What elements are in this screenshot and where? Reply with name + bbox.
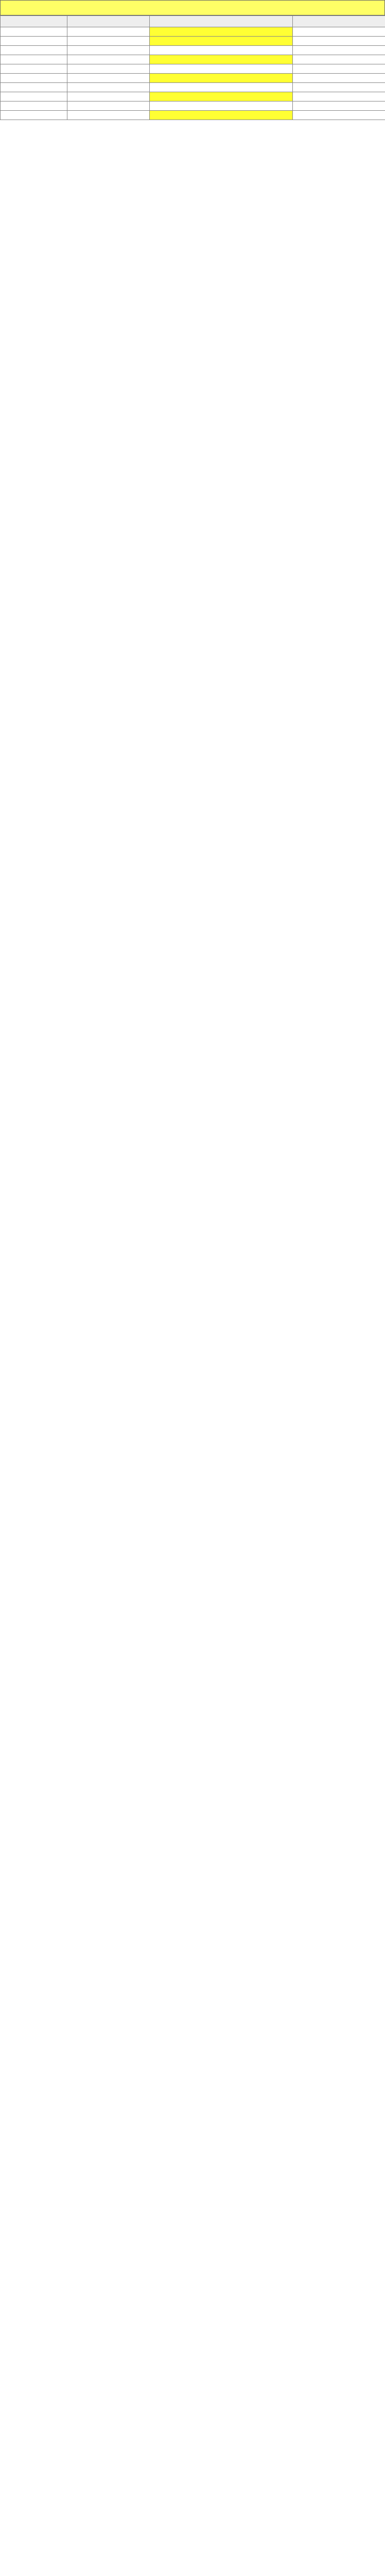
date-cell bbox=[293, 46, 385, 55]
city-cell bbox=[67, 55, 150, 64]
table-row bbox=[1, 92, 385, 101]
date-cell bbox=[293, 101, 385, 111]
district-cell bbox=[150, 92, 293, 101]
city-cell bbox=[67, 92, 150, 101]
table-row bbox=[1, 46, 385, 55]
city-cell bbox=[67, 74, 150, 83]
table-row bbox=[1, 111, 385, 120]
date-cell bbox=[293, 74, 385, 83]
region-table bbox=[0, 15, 385, 120]
city-cell bbox=[67, 46, 150, 55]
date-cell bbox=[293, 55, 385, 64]
province-cell bbox=[1, 55, 67, 64]
table-row bbox=[1, 101, 385, 111]
province-cell bbox=[1, 27, 67, 37]
district-cell bbox=[150, 37, 293, 46]
table-body bbox=[1, 27, 385, 120]
district-cell bbox=[150, 111, 293, 120]
city-cell bbox=[67, 27, 150, 37]
district-cell bbox=[150, 64, 293, 74]
district-cell bbox=[150, 101, 293, 111]
date-cell bbox=[293, 92, 385, 101]
date-cell bbox=[293, 37, 385, 46]
table-row bbox=[1, 37, 385, 46]
column-header-city bbox=[67, 16, 150, 27]
risk-area-sheet bbox=[0, 0, 385, 120]
city-cell bbox=[67, 101, 150, 111]
district-cell bbox=[150, 46, 293, 55]
province-cell bbox=[1, 111, 67, 120]
header-row bbox=[1, 16, 385, 27]
province-cell bbox=[1, 37, 67, 46]
province-cell bbox=[1, 92, 67, 101]
table-row bbox=[1, 83, 385, 92]
province-cell bbox=[1, 46, 67, 55]
table-row bbox=[1, 64, 385, 74]
column-header-province bbox=[1, 16, 67, 27]
city-cell bbox=[67, 111, 150, 120]
district-cell bbox=[150, 74, 293, 83]
district-cell bbox=[150, 83, 293, 92]
province-cell bbox=[1, 64, 67, 74]
district-cell bbox=[150, 27, 293, 37]
province-cell bbox=[1, 74, 67, 83]
column-header-date bbox=[293, 16, 385, 27]
date-cell bbox=[293, 83, 385, 92]
city-cell bbox=[67, 64, 150, 74]
date-cell bbox=[293, 111, 385, 120]
sheet-title bbox=[0, 0, 385, 15]
province-cell bbox=[1, 83, 67, 92]
city-cell bbox=[67, 37, 150, 46]
table-row bbox=[1, 74, 385, 83]
table-row bbox=[1, 27, 385, 37]
district-cell bbox=[150, 55, 293, 64]
date-cell bbox=[293, 64, 385, 74]
province-cell bbox=[1, 101, 67, 111]
column-header-district bbox=[150, 16, 293, 27]
city-cell bbox=[67, 83, 150, 92]
table-row bbox=[1, 55, 385, 64]
date-cell bbox=[293, 27, 385, 37]
